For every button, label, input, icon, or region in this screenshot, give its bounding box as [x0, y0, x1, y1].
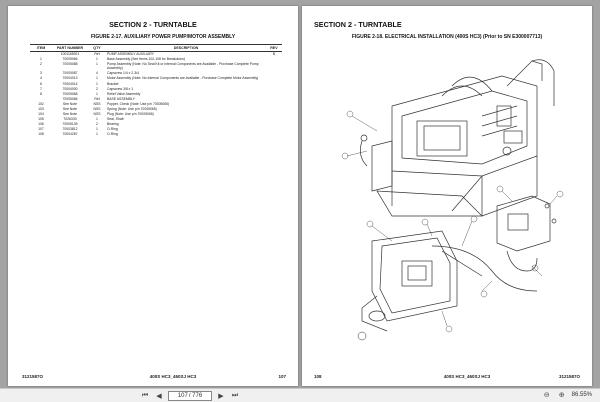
row-qty: 1 [96, 132, 98, 137]
row-item: 106 [38, 122, 44, 127]
row-item: 102 [38, 101, 44, 106]
col-description: DESCRIPTION [106, 45, 266, 52]
figure-title: FIGURE 2-18. ELECTRICAL INSTALLATION (400S HC3) (Prior to SN E300007713) [351, 34, 543, 40]
row-part-number: See Note [62, 112, 78, 117]
footer-model: 400S HC3_460SJ HC3 [149, 374, 197, 379]
row-part-number: 70005068 [62, 91, 78, 96]
footer-page-number: 108 [314, 374, 322, 379]
page-107 [8, 6, 298, 386]
footer-model: 400S HC3_460SJ HC3 [443, 374, 491, 379]
row-rev: B [272, 52, 276, 57]
row-qty: NSS [93, 112, 101, 117]
table-row [30, 76, 282, 81]
zoom-controls [542, 391, 592, 399]
page-navigation [140, 391, 240, 401]
viewer-toolbar [0, 388, 600, 402]
row-description: Plug (Note: Use p/n 70005065) [107, 112, 154, 117]
row-qty: 4 [96, 71, 98, 76]
row-part-number: 70003812 [62, 127, 78, 132]
row-description: Base Assembly (See Items 102-108 for Breakdown) [107, 57, 185, 62]
row-part-number: 70004014 [62, 81, 78, 86]
row-description: Poppet, Check (Note: Use p/n 70005065) [107, 101, 170, 106]
row-item: 107 [38, 127, 44, 132]
row-qty: 2 [96, 122, 98, 127]
row-description: Bracket [107, 81, 119, 86]
row-qty: NSS [93, 106, 101, 111]
row-item: 2 [40, 62, 42, 67]
row-part-number: 70004287 [62, 132, 78, 137]
row-item: 108 [38, 132, 44, 137]
row-part-number: 70005139 [62, 122, 78, 127]
footer-doc-number: 3121587O [558, 374, 580, 379]
row-description: Capscrew 1/4 x 2-3/4 [107, 71, 140, 76]
parts-table [30, 44, 282, 137]
col-part-number: PART NUMBER [52, 45, 88, 52]
previous-page-icon[interactable]: ◀ [156, 393, 162, 400]
row-part-number: 70005066 [62, 96, 78, 101]
table-row [30, 132, 282, 137]
row-description: Motor Assembly (Note: No Internal Components are Available - Purchase Complete Motor Assembly) [107, 76, 259, 81]
footer-doc-number: 3121587O [22, 374, 44, 379]
zoom-level[interactable]: 86.55% [571, 392, 592, 398]
row-part-number: 70005087 [62, 71, 78, 76]
section-title: SECTION 2 - TURNTABLE [314, 20, 402, 29]
row-description: Spring (Note: Use p/n 70005065) [107, 106, 157, 111]
row-description: PUMP ASSEMBLY AUXILIARY [107, 52, 154, 57]
row-item: 4 [40, 76, 42, 81]
row-description: BASE ASSEMBLY [107, 96, 135, 101]
row-rev [266, 62, 282, 71]
row-part-number: 70005066 [62, 57, 78, 62]
table-header-row [30, 45, 282, 52]
section-title: SECTION 2 - TURNTABLE [109, 20, 197, 29]
row-qty: 1 [96, 117, 98, 122]
row-item: 6 [40, 81, 42, 86]
footer-page-number: 107 [278, 374, 286, 379]
page-number-field[interactable] [168, 391, 212, 401]
row-rev [266, 132, 282, 137]
row-item: 7 [40, 86, 42, 91]
row-part-number: 70004000 [62, 86, 78, 91]
row-part-number: 7026330 [63, 117, 77, 122]
table-row [30, 62, 282, 71]
row-part-number: See Note [62, 106, 78, 111]
row-qty: 1 [96, 57, 98, 62]
last-page-icon[interactable]: ⏭ [231, 392, 239, 399]
row-qty: 1 [96, 81, 98, 86]
figure-title: FIGURE 2-17. AUXILIARY POWER PUMP/MOTOR ASSEMBLY [90, 34, 236, 40]
row-description: Seal, Shaft [107, 117, 124, 122]
row-description: Capscrew 3/8 x 1 [107, 86, 134, 91]
next-page-icon[interactable]: ▶ [218, 393, 224, 400]
row-description: Bearing [107, 122, 119, 127]
row-qty: NSS [93, 101, 101, 106]
col-rev: REV [266, 45, 282, 52]
row-qty: Ref [94, 52, 100, 57]
row-qty: 1 [96, 76, 98, 81]
col-item: ITEM [30, 45, 52, 52]
row-part-number: 70005088 [62, 62, 78, 67]
row-qty: Ref [94, 96, 100, 101]
row-qty: 1 [96, 127, 98, 132]
zoom-in-icon[interactable]: ⊕ [558, 392, 565, 399]
row-item: 104 [38, 112, 44, 117]
zoom-out-icon[interactable]: ⊖ [543, 392, 550, 399]
row-qty: 2 [96, 86, 98, 91]
row-part-number: See Note [62, 101, 78, 106]
current-page-value[interactable]: 107 [177, 393, 188, 399]
col-qty: QTY [88, 45, 106, 52]
electrical-installation-diagram [332, 46, 572, 346]
row-item: 3 [40, 71, 42, 76]
row-description: O-Ring [107, 127, 118, 132]
page-108 [302, 6, 592, 386]
row-part-number: 70004013 [62, 76, 78, 81]
row-description: Pump Assembly (Note: No Seal Kit or Internal Components are Available - Purchase Complete Pump Assembly) [107, 62, 259, 71]
row-qty: 1 [96, 62, 98, 67]
total-pages-label: / 776 [188, 393, 203, 399]
row-part-number: 1001165921 [60, 52, 80, 57]
row-item: 103 [38, 106, 44, 111]
row-item: 8 [40, 91, 42, 96]
first-page-icon[interactable]: ⏮ [141, 392, 149, 399]
row-item: 1 [40, 57, 42, 62]
row-description: O-Ring [107, 132, 118, 137]
row-item: 105 [38, 117, 44, 122]
row-description: Relief Valve Assembly [107, 91, 141, 96]
row-qty: 1 [96, 91, 98, 96]
